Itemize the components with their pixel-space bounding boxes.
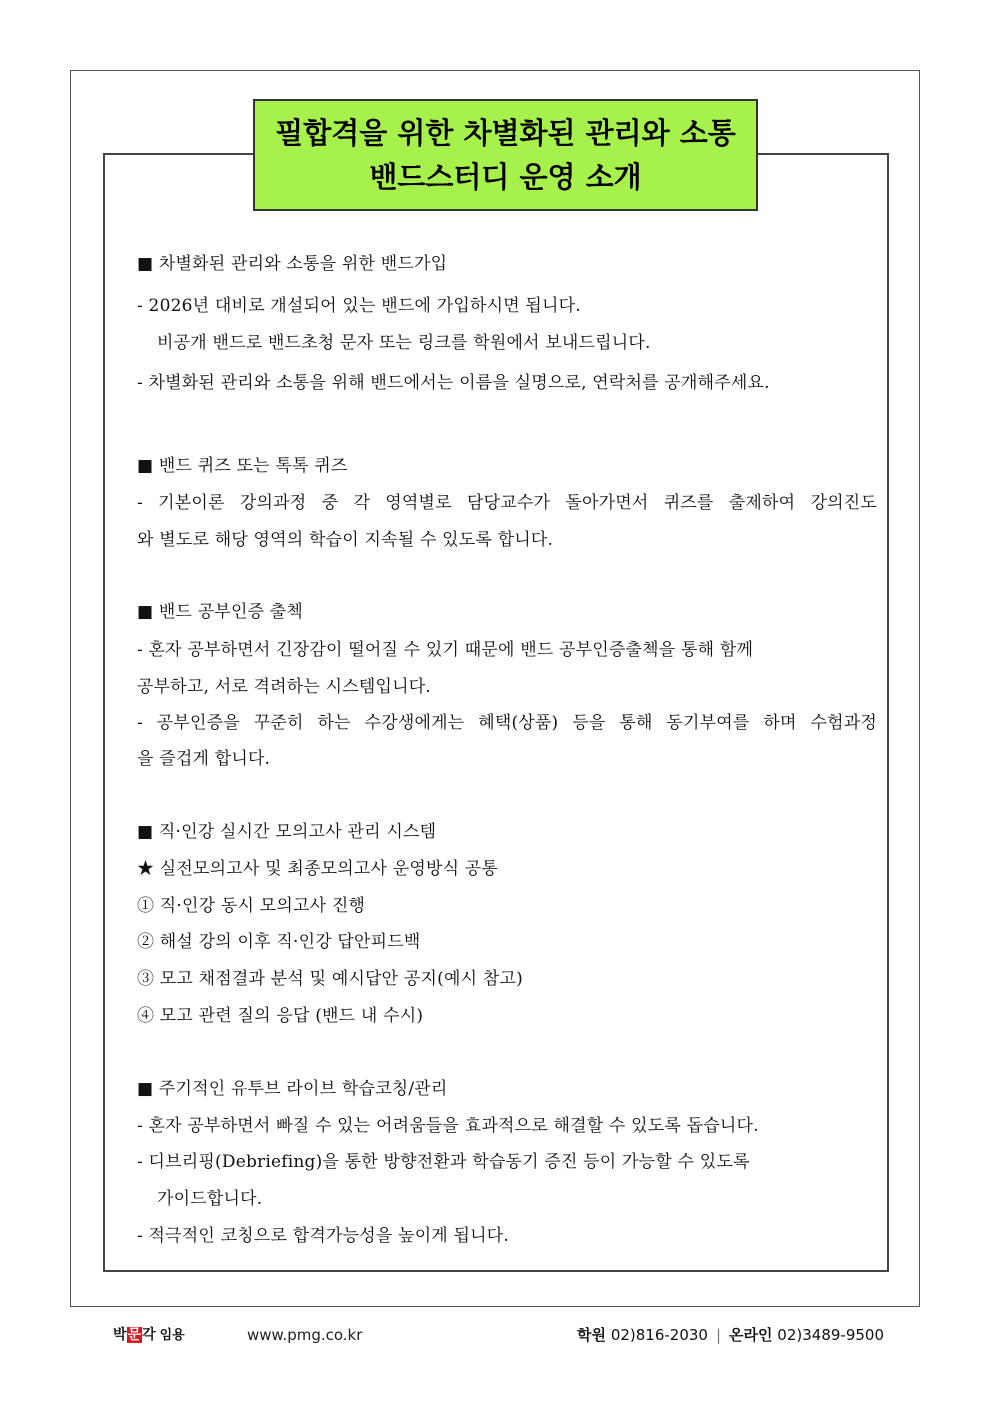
title-line-1: 필합격을 위한 차별화된 관리와 소통 [275,116,736,150]
text-line: - 2026년 대비로 개설되어 있는 밴드에 가입하시면 됩니다. [137,296,581,316]
text-line: - 차별화된 관리와 소통을 위해 밴드에서는 이름을 실명으로, 연락처를 공개해주세요. [137,373,770,393]
section-heading-mock-exam: ■ 직·인강 실시간 모의고사 관리 시스템 [137,822,437,842]
title-line-2: 밴드스터디 운영 소개 [369,160,642,194]
logo-char-2: 문 [127,1327,142,1343]
title-banner [253,99,758,211]
website-url: www.pmg.co.kr [247,1326,363,1344]
logo-char-3: 각 [142,1327,156,1343]
text-line: 가이드합니다. [157,1189,263,1209]
contact-info [577,1325,884,1345]
online-label: 온라인 [729,1326,773,1344]
text-line: 공부하고, 서로 격려하는 시스템입니다. [137,677,431,697]
text-line: - 혼자 공부하면서 빠질 수 있는 어려움들을 효과적으로 해결할 수 있도록 돕습니다. [137,1116,759,1136]
text-line: 와 별도로 해당 영역의 학습이 지속될 수 있도록 합니다. [137,530,554,550]
academy-label: 학원 [577,1326,607,1344]
section-heading-band-quiz: ■ 밴드 퀴즈 또는 톡톡 퀴즈 [137,456,348,476]
section-heading-study-check: ■ 밴드 공부인증 출첵 [137,602,304,622]
text-line: - 기본이론 강의과정 중 각 영역별로 담당교수가 돌아가면서 퀴즈를 출제하여 강의진도 [137,493,877,513]
contact-separator: | [715,1326,722,1344]
text-line: ★ 실전모의고사 및 최종모의고사 운영방식 공통 [137,859,499,879]
list-item: ③ 모고 채점결과 분석 및 예시답안 공지(예시 참고) [137,969,523,989]
list-item: ① 직·인강 동시 모의고사 진행 [137,896,366,916]
text-line: - 혼자 공부하면서 긴장감이 떨어질 수 있기 때문에 밴드 공부인증출첵을 통해 함께 [137,640,754,660]
logo-subtitle: 임용 [159,1328,185,1343]
section-heading-youtube-coaching: ■ 주기적인 유투브 라이브 학습코칭/관리 [137,1079,448,1099]
text-line: 을 즐겁게 합니다. [137,749,271,769]
text-line: - 적극적인 코칭으로 합격가능성을 높이게 됩니다. [137,1226,510,1246]
text-line: - 디브리핑(Debriefing)을 통한 방향전환과 학습동기 증진 등이 가능할 수 있도록 [137,1152,750,1172]
list-item: ④ 모고 관련 질의 응답 (밴드 내 수시) [137,1006,424,1026]
logo-char-1: 박 [113,1327,127,1343]
online-phone: 02)3489-9500 [777,1326,884,1344]
publisher-logo [113,1326,185,1345]
list-item: ② 해설 강의 이후 직·인강 답안피드백 [137,932,421,952]
text-line: 비공개 밴드로 밴드초청 문자 또는 링크를 학원에서 보내드립니다. [157,333,651,353]
section-heading-band-join: ■ 차별화된 관리와 소통을 위한 밴드가입 [137,254,448,274]
academy-phone: 02)816-2030 [610,1326,708,1344]
text-line: - 공부인증을 꾸준히 하는 수강생에게는 혜택(상품) 등을 통해 동기부여를 하며 수험과정 [137,713,877,733]
